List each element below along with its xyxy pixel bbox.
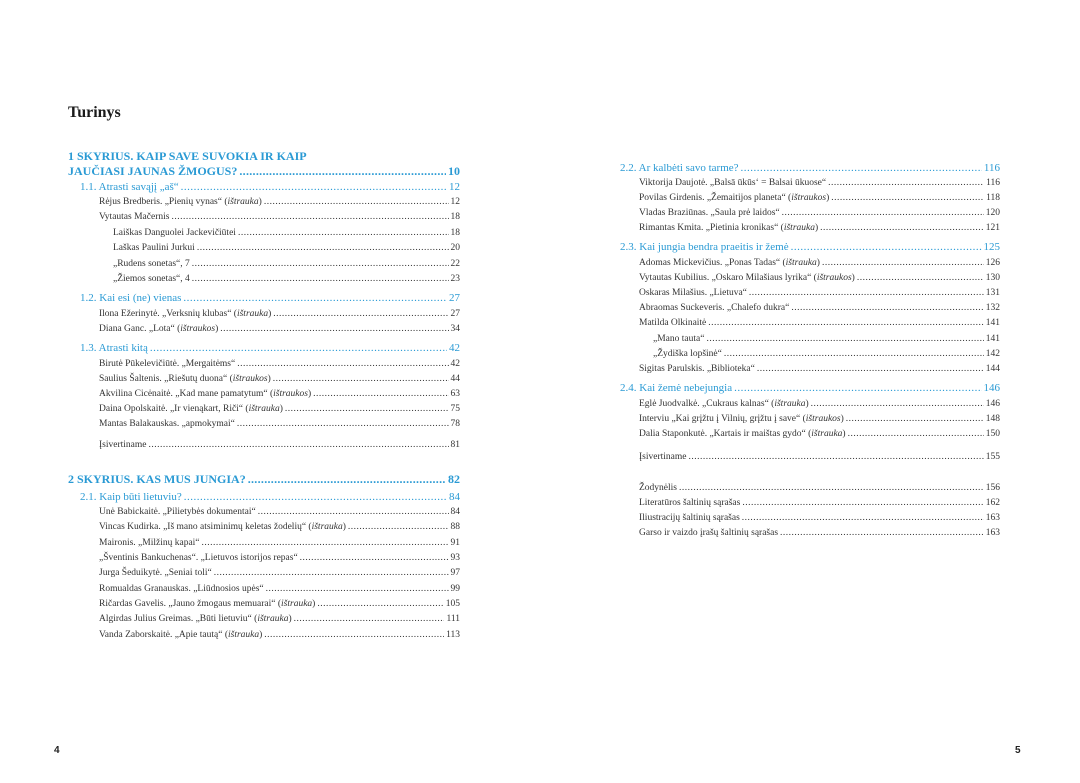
toc-entry-text: „Žydiška lopšinė“ — [653, 349, 722, 359]
toc-entry-page: 111 — [446, 614, 460, 624]
toc-entry-text: Povilas Girdenis. „Žemaitijos planeta“ ( — [639, 193, 792, 203]
toc-entry-text: „Šventinis Bankuchenas“. „Lietuvos istorijos repas“ — [99, 553, 298, 563]
toc-entry — [99, 197, 460, 207]
dot-leader — [238, 228, 449, 238]
toc-entry-text: Diana Ganc. „Lota“ ( — [99, 324, 181, 334]
dot-leader — [688, 452, 983, 462]
toc-entry-title — [639, 273, 855, 283]
toc-entry-italic: ištrauka — [227, 197, 259, 207]
toc-entry-title — [639, 318, 706, 328]
toc-entry-title — [639, 528, 778, 538]
toc-entry — [99, 359, 460, 369]
toc-entry-page: 23 — [450, 274, 460, 284]
toc-entry-text: Laškas Paulini Jurkui — [113, 243, 195, 253]
toc-entry-text-after: ) — [840, 414, 844, 424]
toc-entry — [99, 553, 460, 563]
toc-entry — [99, 324, 460, 334]
toc-entry — [639, 193, 1000, 203]
toc-entry-title — [99, 419, 235, 429]
toc-entry — [639, 483, 1000, 493]
toc-entry-text: Dalia Staponkutė. „Kartais ir maištas gydo“ ( — [639, 429, 812, 439]
dot-leader — [708, 318, 983, 328]
toc-entry-text-after: ) — [826, 193, 830, 203]
dot-leader — [258, 507, 449, 517]
toc-entry-page: 105 — [445, 599, 460, 609]
toc-entry — [113, 259, 460, 269]
toc-entry-text-after: ) — [312, 599, 316, 609]
toc-entry-text: 1.3. Atrasti kitą — [80, 342, 148, 354]
toc-entry-title — [99, 440, 146, 450]
toc-entry-text: Ričardas Gavelis. „Jauno žmogaus memuarai“ ( — [99, 599, 282, 609]
dot-leader — [266, 584, 449, 594]
toc-entry-title — [639, 288, 747, 298]
toc-entry-title — [113, 228, 236, 238]
toc-entry-page: 146 — [985, 399, 1000, 409]
toc-entry-text-after: ) — [215, 324, 219, 334]
toc-entry-text: Vanda Zaborskaitė. „Apie tautą“ ( — [99, 630, 228, 640]
toc-entry — [639, 258, 1000, 268]
toc-entry — [99, 614, 460, 624]
toc-entry-page: 44 — [450, 374, 460, 384]
toc-entry — [639, 513, 1000, 523]
toc-entry-page: 131 — [985, 288, 1000, 298]
toc-entry-text: Vladas Braziūnas. „Saula prė laidos“ — [639, 208, 780, 218]
toc-entry-text: 2.2. Ar kalbėti savo tarme? — [620, 162, 739, 174]
dot-leader — [294, 614, 445, 624]
toc-entry — [99, 568, 460, 578]
toc-entry-page: 18 — [450, 212, 460, 222]
toc-entry-title — [99, 404, 283, 414]
toc-entry-page: 97 — [450, 568, 460, 578]
toc-entry-text: Žodynėlis — [639, 483, 677, 493]
dot-leader — [197, 243, 449, 253]
toc-entry — [99, 538, 460, 548]
toc-section — [80, 491, 460, 503]
dot-leader — [742, 513, 984, 523]
toc-entry-title — [639, 208, 780, 218]
dot-leader — [828, 178, 984, 188]
toc-entry-page: 18 — [450, 228, 460, 238]
toc-entry-text: 2.1. Kaip būti lietuviu? — [80, 491, 182, 503]
toc-entry-title — [639, 452, 686, 462]
dot-leader — [348, 522, 449, 532]
toc-entry-title — [99, 212, 169, 222]
toc-entry-text: Jurga Šeduikytė. „Seniai toli“ — [99, 568, 212, 578]
toc-entry-title — [113, 274, 190, 284]
toc-entry-page: 84 — [449, 491, 460, 503]
toc-entry-title — [80, 491, 182, 503]
toc-entry-page: 75 — [450, 404, 460, 414]
toc-entry — [639, 178, 1000, 188]
dot-leader — [724, 349, 984, 359]
toc-entry-text-after: ) — [842, 429, 846, 439]
toc-entry — [99, 440, 460, 450]
toc-entry-text: „Žiemos sonetas“, 4 — [113, 274, 190, 284]
toc-entry-title — [639, 178, 826, 188]
toc-entry-page: 63 — [450, 389, 460, 399]
dot-leader — [150, 342, 447, 354]
toc-entry-page: 141 — [985, 318, 1000, 328]
toc-entry-title — [639, 223, 818, 233]
toc-entry-title — [113, 259, 190, 269]
toc-entry-text-after: ) — [259, 630, 263, 640]
toc-entry — [639, 318, 1000, 328]
toc-entry-italic: ištrauka — [811, 429, 843, 439]
toc-entry-title — [99, 309, 271, 319]
chapter-2-page: 82 — [448, 472, 460, 486]
toc-entry-page: 118 — [986, 193, 1000, 203]
toc-entry-text: Algirdas Julius Greimas. „Būti lietuviu“ ( — [99, 614, 258, 624]
toc-entry-page: 93 — [450, 553, 460, 563]
toc-entry-text: Laiškas Danguolei Jackevičiūtei — [113, 228, 236, 238]
toc-entry-text: Įsivertiname — [99, 440, 147, 450]
toc-entry-text: Ilona Ežerinytė. „Verksnių klubas“ ( — [99, 309, 237, 319]
toc-entry-title — [99, 522, 346, 532]
dot-leader — [300, 553, 449, 563]
toc-entry-text: Interviu „Kai grįžtu į Vilnių, grįžtu į save“ ( — [639, 414, 806, 424]
toc-entry-title — [639, 429, 846, 439]
toc-section — [620, 241, 1000, 253]
toc-entry-page: 99 — [450, 584, 460, 594]
toc-entry-text-after: ) — [267, 374, 271, 384]
toc-entry-title — [653, 334, 704, 344]
toc-entry-text-after: ) — [816, 258, 820, 268]
dot-leader — [742, 498, 983, 508]
toc-entry-title — [99, 389, 311, 399]
toc-entry-text: Abraomas Suckeveris. „Chalefo dukra“ — [639, 303, 790, 313]
toc-entry-page: 42 — [450, 359, 460, 369]
dot-leader — [264, 630, 444, 640]
toc-entry-page: 156 — [985, 483, 1000, 493]
toc-entry-text-after: ) — [258, 197, 262, 207]
toc-entry — [639, 273, 1000, 283]
toc-entry-page: 12 — [449, 181, 460, 193]
toc-entry-italic: ištrauka — [774, 399, 806, 409]
toc-entry-page: 116 — [986, 178, 1000, 188]
toc-entry — [99, 404, 460, 414]
chapter-2-text: 2 SKYRIUS. KAS MUS JUNGIA? — [68, 472, 246, 486]
toc-entry-text: Akvilina Cicėnaitė. „Kad mane pamatytum“ ( — [99, 389, 274, 399]
toc-section — [80, 292, 460, 304]
toc-entry-text-after: ) — [288, 614, 292, 624]
toc-entry — [99, 419, 460, 429]
toc-entry-page: 144 — [985, 364, 1000, 374]
dot-leader — [749, 288, 984, 298]
toc-entry-italic: ištrauka — [248, 404, 280, 414]
toc-entry — [639, 414, 1000, 424]
toc-entry-page: 116 — [983, 162, 1000, 174]
toc-entry-page: 130 — [985, 273, 1000, 283]
toc-entry-italic: ištrauka — [281, 599, 313, 609]
toc-entry-text: Garso ir vaizdo įrašų šaltinių sąrašas — [639, 528, 779, 538]
toc-entry — [99, 309, 460, 319]
toc-entry-title — [639, 399, 809, 409]
toc-entry-text-after: ) — [342, 522, 346, 532]
dot-leader — [313, 389, 448, 399]
dot-leader — [857, 273, 984, 283]
dot-leader — [831, 193, 984, 203]
toc-entry-title — [639, 303, 789, 313]
toc-entry — [653, 334, 1000, 344]
toc-entry-title — [639, 193, 829, 203]
toc-entry-text-after: ) — [268, 309, 272, 319]
toc-entry-text: Matilda Olkinaitė — [639, 318, 707, 328]
toc-entry-title — [99, 584, 264, 594]
toc-entry-title — [653, 349, 722, 359]
toc-entry-page: 78 — [450, 419, 460, 429]
toc-entry-text: Įsivertiname — [639, 452, 687, 462]
dot-leader — [273, 374, 449, 384]
toc-entry-page: 91 — [450, 538, 460, 548]
toc-entry-page: 81 — [450, 440, 460, 450]
toc-entry-text: „Mano tauta“ — [653, 334, 705, 344]
toc-entry-text: „Rudens sonetas“, 7 — [113, 259, 190, 269]
toc-entry-title — [639, 498, 740, 508]
toc-entry-italic: ištraukos — [816, 273, 852, 283]
toc-entry — [99, 507, 460, 517]
dot-leader — [791, 303, 983, 313]
dot-leader — [285, 404, 449, 414]
toc-entry — [113, 228, 460, 238]
toc-entry — [113, 243, 460, 253]
toc-entry — [639, 498, 1000, 508]
dot-leader — [181, 181, 447, 193]
dot-leader — [679, 483, 984, 493]
toc-entry-title — [99, 507, 256, 517]
toc-entry — [639, 303, 1000, 313]
chapter-1-line-1: 1 SKYRIUS. KAIP SAVE SUVOKIA IR KAIP — [68, 149, 307, 163]
toc-entry — [99, 389, 460, 399]
dot-leader — [214, 568, 449, 578]
toc-entry — [99, 374, 460, 384]
toc-entry-title — [620, 241, 789, 253]
toc-entry-italic: ištraukos — [232, 374, 268, 384]
toc-entry — [99, 584, 460, 594]
toc-entry — [639, 452, 1000, 462]
toc-entry-page: 121 — [985, 223, 1000, 233]
dot-leader — [820, 223, 984, 233]
toc-entry-page: 113 — [446, 630, 460, 640]
toc-entry-text: Rėjus Bredberis. „Pienių vynas“ ( — [99, 197, 228, 207]
toc-entry-title — [80, 342, 148, 354]
dot-leader — [184, 491, 447, 503]
toc-entry-text: Maironis. „Milžinų kapai“ — [99, 538, 200, 548]
toc-entry-title — [639, 513, 740, 523]
toc-entry-page: 126 — [985, 258, 1000, 268]
toc-entry-text: Literatūros šaltinių sąrašas — [639, 498, 741, 508]
toc-entry-italic: ištraukos — [791, 193, 827, 203]
dot-leader — [202, 538, 449, 548]
toc-entry-text: 2.4. Kai žemė nebejungia — [620, 382, 733, 394]
toc-section — [620, 162, 1000, 174]
toc-entry-italic: ištraukos — [805, 414, 841, 424]
toc-entry-title — [99, 197, 262, 207]
dot-leader — [237, 419, 449, 429]
toc-entry-page: 125 — [983, 241, 1000, 253]
toc-entry — [99, 212, 460, 222]
toc-entry-page: 163 — [985, 528, 1000, 538]
toc-entry-page: 20 — [450, 243, 460, 253]
dot-leader — [848, 429, 984, 439]
dot-leader — [192, 274, 449, 284]
toc-entry-text: Vytautas Mačernis — [99, 212, 170, 222]
toc-entry-page: 132 — [985, 303, 1000, 313]
toc-entry-title — [99, 614, 292, 624]
toc-entry-text-after: ) — [805, 399, 809, 409]
dot-leader — [846, 414, 984, 424]
toc-entry-page: 84 — [450, 507, 460, 517]
toc-entry-text: Eglė Juodvalkė. „Cukraus kalnas“ ( — [639, 399, 775, 409]
toc-entry-title — [639, 258, 820, 268]
toc-entry-text: Oskaras Milašius. „Lietuva“ — [639, 288, 747, 298]
toc-entry-page: 163 — [985, 513, 1000, 523]
toc-entry-title — [99, 324, 218, 334]
dot-leader — [780, 528, 984, 538]
toc-entry-text-after: ) — [279, 404, 283, 414]
toc-entry-title — [639, 414, 844, 424]
right-page-number: 5 — [1015, 745, 1021, 756]
toc-entry-title — [620, 382, 732, 394]
toc-entry-page: 120 — [985, 208, 1000, 218]
toc-entry-page: 155 — [985, 452, 1000, 462]
dot-leader — [811, 399, 984, 409]
chapter-1-line-2-text: JAUČIASI JAUNAS ŽMOGUS? — [68, 164, 238, 178]
toc-entry-page: 146 — [983, 382, 1000, 394]
toc-entry-text: Mantas Balakauskas. „apmokymai“ — [99, 419, 235, 429]
chapter-1-line-2 — [68, 164, 460, 179]
toc-entry-title — [80, 292, 181, 304]
toc-entry-page: 148 — [985, 414, 1000, 424]
dot-leader — [237, 359, 448, 369]
toc-entry-title — [99, 599, 315, 609]
toc-entry-text: Sigitas Parulskis. „Biblioteka“ — [639, 364, 755, 374]
toc-entry — [99, 522, 460, 532]
toc-entry-page: 27 — [449, 292, 460, 304]
dot-leader — [822, 258, 984, 268]
toc-entry-title — [99, 553, 298, 563]
toc-entry-title — [99, 359, 235, 369]
toc-entry-text-after: ) — [814, 223, 819, 233]
toc-entry — [639, 528, 1000, 538]
toc-entry — [653, 349, 1000, 359]
toc-entry-page: 88 — [450, 522, 460, 532]
toc-entry-italic: ištrauka — [311, 522, 343, 532]
toc-entry-page: 12 — [450, 197, 460, 207]
toc-section — [80, 181, 460, 193]
chapter-2-heading — [68, 472, 460, 487]
dot-leader — [148, 440, 448, 450]
toc-entry-text: Rimantas Kmita. „Pietinia kronikas“ ( — [639, 223, 784, 233]
toc-entry-text: Birutė Pūkelevičiūtė. „Mergaitėms“ — [99, 359, 236, 369]
dot-leader — [192, 259, 449, 269]
toc-entry-italic: ištrauka — [236, 309, 269, 319]
toc-entry-page: 141 — [985, 334, 1000, 344]
toc-entry-title — [639, 483, 677, 493]
toc-entry-title — [99, 538, 200, 548]
toc-entry — [99, 599, 460, 609]
dot-leader — [791, 241, 982, 253]
toc-section — [620, 382, 1000, 394]
toc-entry-page: 22 — [450, 259, 460, 269]
toc-entry-title — [639, 364, 755, 374]
toc-entry-title — [99, 568, 212, 578]
dot-leader — [248, 472, 446, 487]
toc-entry-text: Vytautas Kubilius. „Oskaro Milašiaus lyrika“ ( — [639, 273, 817, 283]
toc-entry-text: Vincas Kudirka. „Iš mano atsiminimų keletas žodelių“ ( — [99, 522, 312, 532]
toc-entry-page: 142 — [985, 349, 1000, 359]
toc-entry-text: 2.3. Kai jungia bendra praeitis ir žemė — [620, 241, 789, 253]
toc-entry — [99, 630, 460, 640]
toc-entry-page: 42 — [449, 342, 460, 354]
toc-section — [80, 342, 460, 354]
toc-entry-text-after: ) — [851, 273, 855, 283]
toc-entry-page: 162 — [985, 498, 1000, 508]
left-page-number: 4 — [54, 745, 60, 756]
toc-entry-text: 1.1. Atrasti savąjį „aš“ — [80, 181, 179, 193]
toc-entry — [639, 223, 1000, 233]
toc-entry-text: 1.2. Kai esi (ne) vienas — [80, 292, 182, 304]
toc-entry-text: Unė Babickaitė. „Pilietybės dokumentai“ — [99, 507, 256, 517]
toc-entry-italic: ištraukos — [180, 324, 216, 334]
toc-entry-page: 34 — [450, 324, 460, 334]
toc-entry-italic: ištrauka — [783, 223, 815, 233]
toc-entry-text: Viktorija Daujotė. „Balsā ūkūs‘ = Balsai ūkuose“ — [639, 178, 827, 188]
toc-entry-italic: ištrauka — [257, 614, 289, 624]
toc-entry-text: Saulius Šaltenis. „Riešutų duona“ ( — [99, 374, 233, 384]
chapter-1-heading — [68, 149, 460, 179]
page-title: Turinys — [68, 104, 121, 121]
dot-leader — [220, 324, 448, 334]
toc-entry-title — [113, 243, 195, 253]
toc-entry-italic: ištrauka — [227, 630, 260, 640]
toc-entry-page: 27 — [450, 309, 460, 319]
toc-entry-title — [620, 162, 739, 174]
dot-leader — [757, 364, 984, 374]
dot-leader — [264, 197, 449, 207]
toc-entry — [639, 288, 1000, 298]
chapter-1-page: 10 — [448, 164, 460, 178]
toc-entry — [113, 274, 460, 284]
toc-entry-title — [99, 630, 262, 640]
toc-entry-title — [80, 181, 179, 193]
dot-leader — [317, 599, 443, 609]
toc-entry-text: Daina Opolskaitė. „Ir vienąkart, Riči“ ( — [99, 404, 249, 414]
toc-entry-title — [99, 374, 271, 384]
toc-entry — [639, 364, 1000, 374]
toc-entry-italic: ištraukos — [273, 389, 308, 399]
toc-entry — [639, 208, 1000, 218]
toc-entry-text: Adomas Mickevičius. „Ponas Tadas“ ( — [639, 258, 786, 268]
toc-entry — [639, 429, 1000, 439]
toc-entry-text: Iliustracijų šaltinių sąrašas — [639, 513, 740, 523]
toc-entry-page: 150 — [985, 429, 1000, 439]
dot-leader — [183, 292, 447, 304]
dot-leader — [171, 212, 448, 222]
dot-leader — [706, 334, 983, 344]
dot-leader — [782, 208, 984, 218]
toc-entry — [639, 399, 1000, 409]
toc-entry-italic: ištrauka — [785, 258, 817, 268]
dot-leader — [239, 164, 446, 179]
toc-entry-text: Romualdas Granauskas. „Liūdnosios upės“ — [99, 584, 264, 594]
dot-leader — [273, 309, 448, 319]
dot-leader — [734, 382, 981, 394]
dot-leader — [741, 162, 982, 174]
toc-entry-text-after: ) — [307, 389, 312, 399]
